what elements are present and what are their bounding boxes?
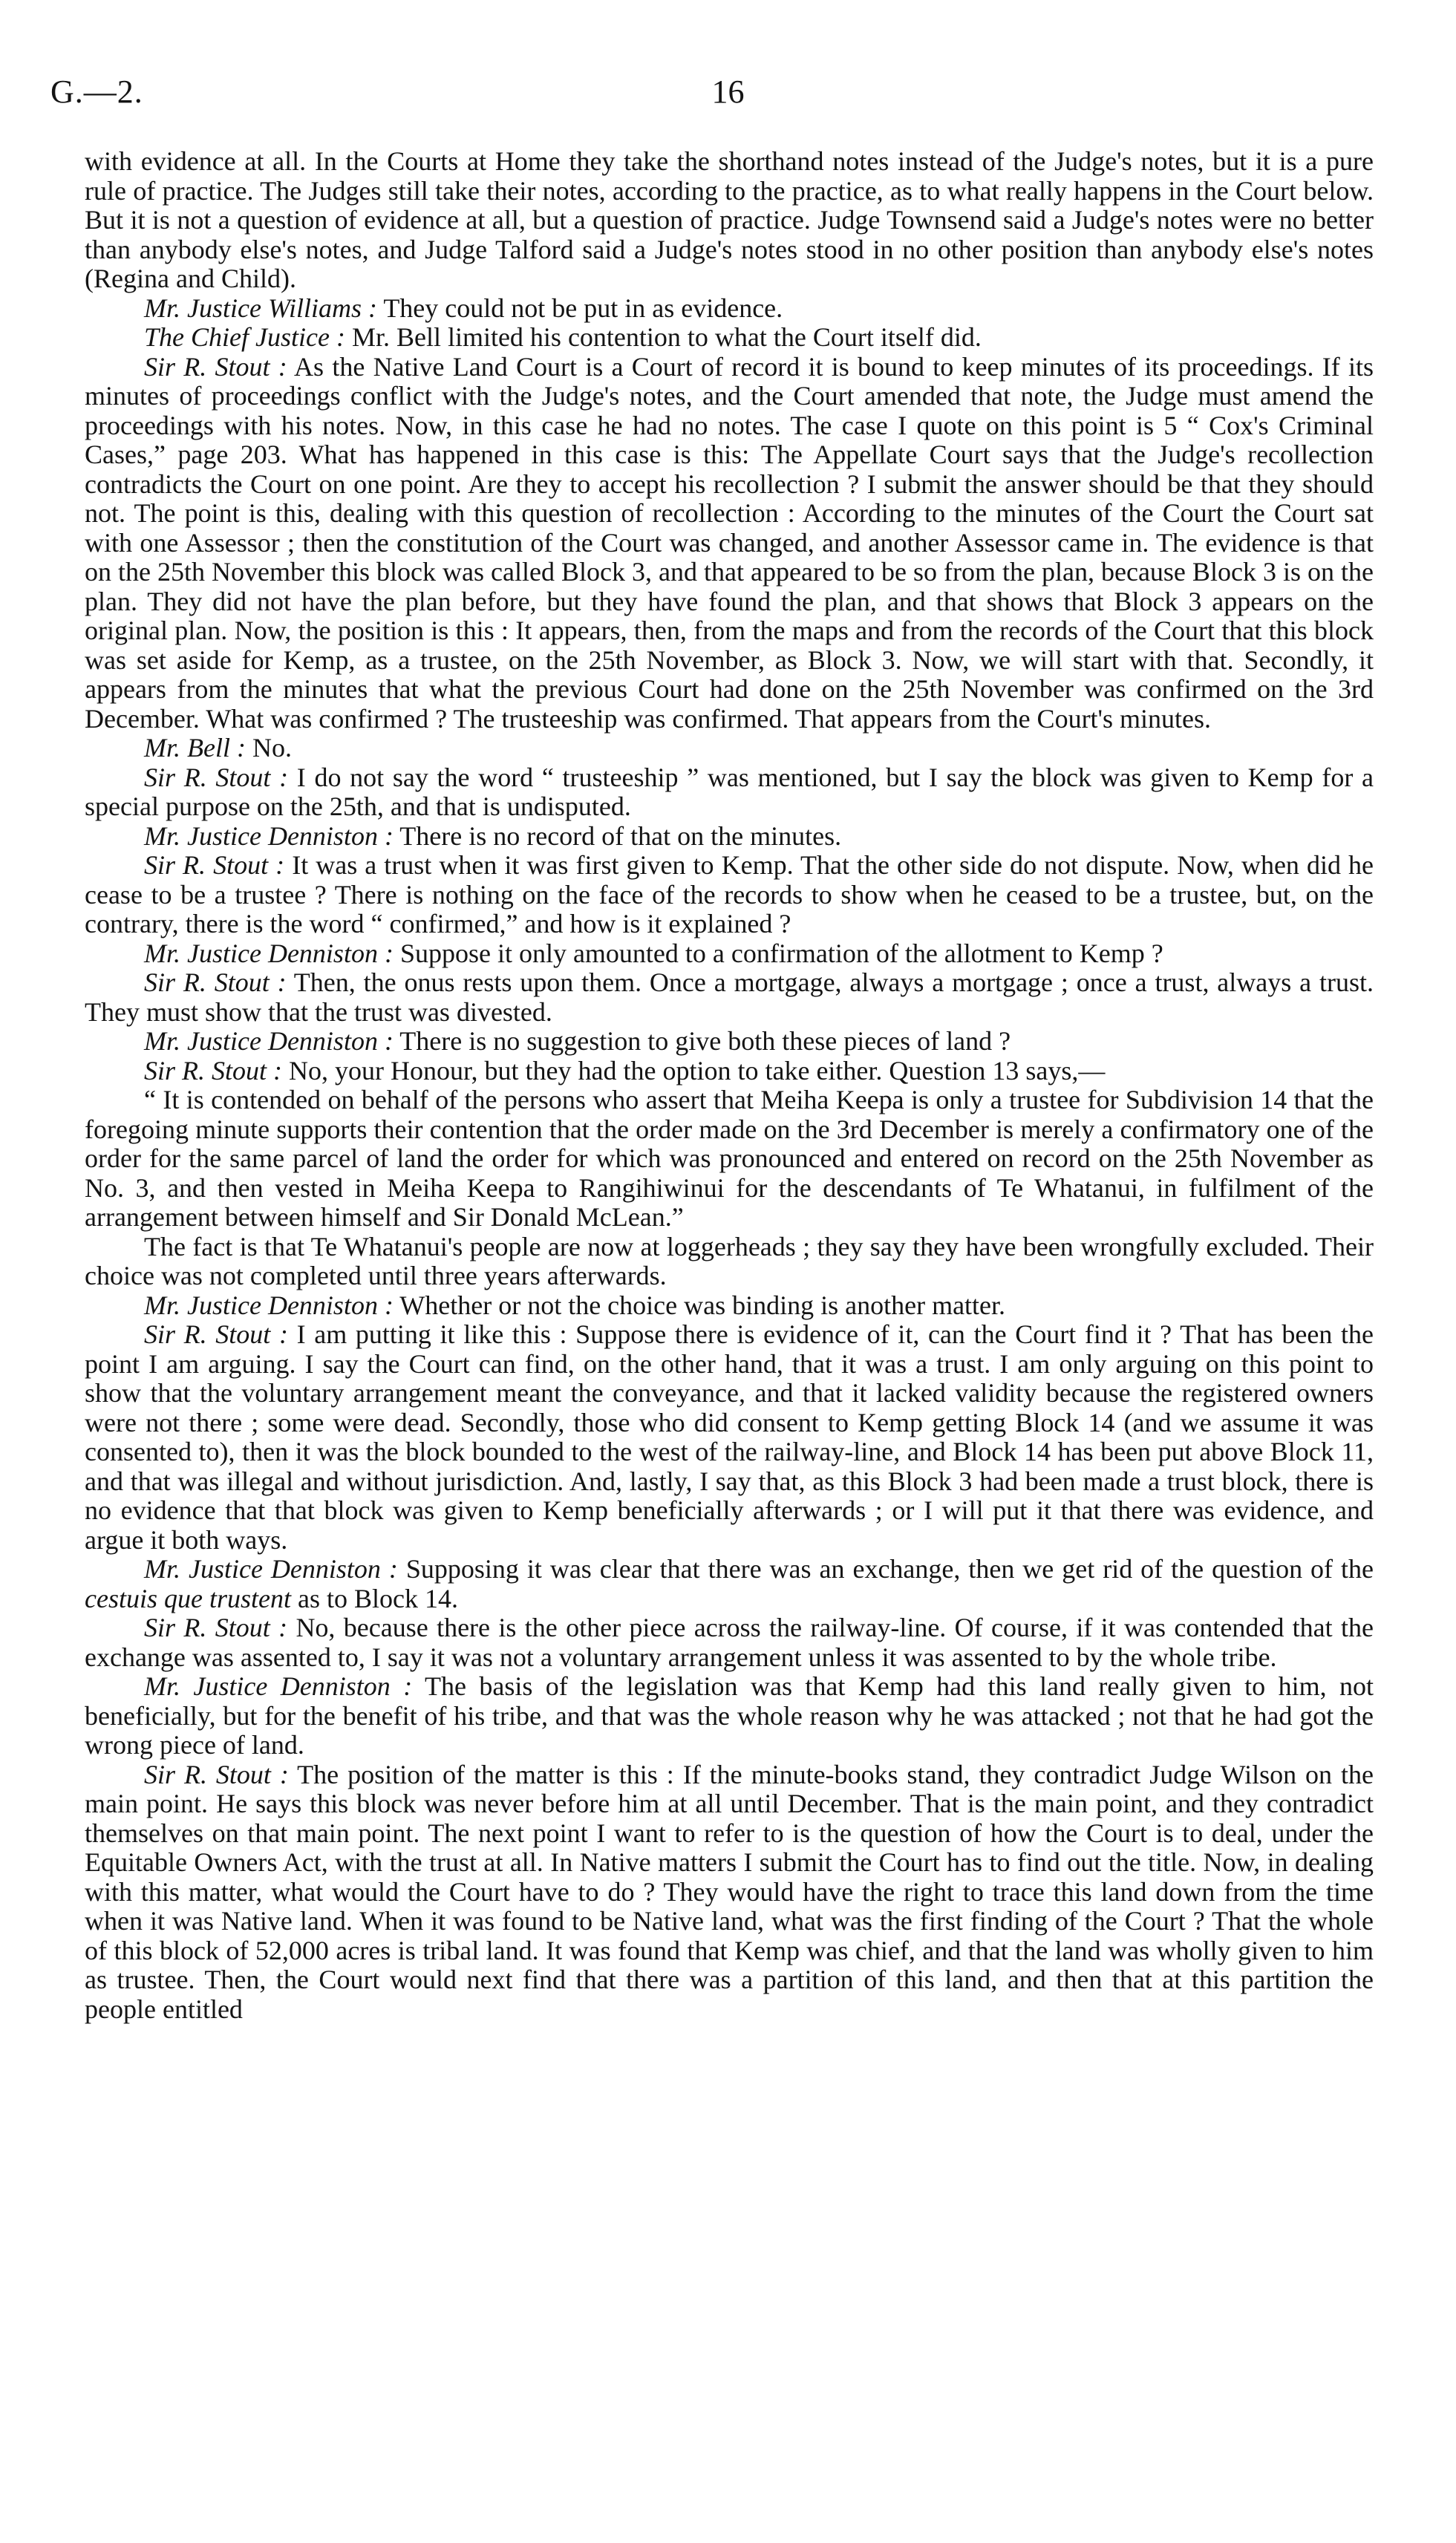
speaker-name: Sir R. Stout : <box>144 850 285 880</box>
speaker-name: The Chief Justice : <box>144 322 345 352</box>
paragraph <box>85 1555 1374 1613</box>
paragraph-text: “ It is contended on behalf of the persons who assert that Meiha Keepa is only a trustee for Subdivision 14 that the foregoing minute supports their contention that the order made on the 3rd December is merely a confirmatory one of the order for the same parcel of land the order for which was pronounced and entered on record on the 25th November as No. 3, and then vested in Meiha Keepa to Rangihiwinui for the descendants of Te Whatanui, in fulfilment of the arrangement between himself and Sir Donald McLean.” <box>85 1085 1374 1232</box>
body-text <box>85 147 1374 2024</box>
speaker-name: Sir R. Stout : <box>144 1759 289 1789</box>
paragraph <box>85 353 1374 734</box>
speaker-name: Mr. Justice Denniston : <box>144 938 394 968</box>
paragraph-text: Then, the onus rests upon them. Once a mortgage, always a mortgage ; once a trust, always a trust. They must show that the trust was divested. <box>85 967 1374 1027</box>
paragraph-text: As the Native Land Court is a Court of record it is bound to keep minutes of its proceedings. If its minutes of proceedings conflict with the Judge's notes, and the Court amended that note, the Judge must amend the proceedings with his notes. Now, in this case he had no notes. The case I quote on this point is 5 “ Cox's Criminal Cases,” page 203. What has happened in this case is this: The Appellate Court says that the Judge's recollection contradicts the Court on one point. Are they to accept his recollection ? I submit the answer should be that they should not. The point is this, dealing with this question of recollection : According to the minutes of the Court the Court sat with one Assessor ; then the constitution of the Court was changed, and another Assessor came in. The evidence is that on the 25th November this block was called Block 3, and that appeared to be so from the plan, because Block 3 is on the plan. They did not have the plan before, but they have found the plan, and that shows that Block 3 appears on the original plan. Now, the position is this : It appears, then, from the maps and from the records of the Court that this block was set aside for Kemp, as a trustee, on the 25th November, as Block 3. Now, we will start with that. Secondly, it appears from the minutes that what the previous Court had done on the 25th November was confirmed on the 3rd December. What was confirmed ? The trusteeship was confirmed. That appears from the Court's minutes. <box>85 351 1374 734</box>
paragraph-text: I am putting it like this : Suppose there is evidence of it, can the Court find it ? That has been the point I am arguing. I say the Court can find, on the other hand, that it was a trust. I am only arguing on this point to show that the voluntary arrangement meant the conveyance, and that it lacked validity because the registered owners were not there ; some were dead. Secondly, those who did consent to Kemp getting Block 14 (and we assume it was consented to), then it was the block bounded to the west of the railway-line, and Block 14 has been put above Block 11, and that was illegal and without jurisdiction. And, lastly, I say that, as this Block 3 had been made a trust block, there is no evidence that that block was given to Kemp beneficially afterwards ; or I will put it that there was evidence, and argue it both ways. <box>85 1319 1374 1555</box>
paragraph <box>85 1027 1374 1057</box>
paragraph <box>85 1057 1374 1086</box>
speaker-name: Mr. Justice Denniston : <box>144 1554 398 1584</box>
paragraph <box>85 968 1374 1027</box>
speaker-name: Mr. Bell : <box>144 733 246 763</box>
speaker-name: Mr. Justice Denniston : <box>144 1671 413 1701</box>
speaker-name: Sir R. Stout : <box>144 762 289 792</box>
speaker-name: Mr. Justice Denniston : <box>144 820 394 851</box>
paragraph <box>85 323 1374 353</box>
paragraph <box>85 1291 1374 1321</box>
paragraph-text: The basis of the legislation was that Kemp had this land really given to him, not beneficially, but for the benefit of his tribe, and that was the whole reason why he was attacked ; not that he had got the wrong piece of land. <box>85 1671 1374 1760</box>
paragraph-text: There is no suggestion to give both these pieces of land ? <box>393 1026 1011 1056</box>
paragraph <box>85 851 1374 939</box>
paragraph <box>85 294 1374 324</box>
paragraph-text: There is no record of that on the minutes. <box>393 820 842 851</box>
speaker-name: Sir R. Stout : <box>144 1613 288 1642</box>
paragraph-text: They could not be put in as evidence. <box>376 293 783 323</box>
paragraph-text: It was a trust when it was first given to Kemp. That the other side do not dispute. Now, when did he cease to be a trustee ? There is nothing on the face of the records to show when he ceased to be a trustee, but, on the contrary, there is the word “ confirmed,” and how is it explained ? <box>85 850 1374 938</box>
paragraph-text: with evidence at all. In the Courts at Home they take the shorthand notes instead of the Judge's notes, but it is a pure rule of practice. The Judges still take their notes, according to the practice, as to what really happens in the Court below. But it is not a question of evidence at all, but a question of practice. Judge Townsend said a Judge's notes were no better than anybody else's notes, and Judge Talford said a Judge's notes stood in no other position than anybody else's notes (Regina and Child). <box>85 146 1374 293</box>
paragraph <box>85 1613 1374 1672</box>
speaker-name: Mr. Justice Denniston : <box>144 1026 394 1056</box>
paragraph-text: No. <box>245 733 292 763</box>
speaker-name: Sir R. Stout : <box>144 967 287 997</box>
paragraph-text: Suppose it only amounted to a confirmation of the allotment to Kemp ? <box>393 938 1163 968</box>
speaker-name: Mr. Justice Denniston : <box>144 1290 394 1320</box>
document-code: G.—2. <box>50 74 143 110</box>
paragraph <box>85 147 1374 294</box>
running-head <box>50 73 1406 117</box>
paragraph-text: Mr. Bell limited his contention to what the Court itself did. <box>345 322 982 352</box>
speaker-name: Sir R. Stout : <box>144 1319 288 1349</box>
paragraph-text: No, your Honour, but they had the option to take either. Question 13 says,— <box>282 1055 1106 1086</box>
paragraph <box>85 1320 1374 1555</box>
quoted-passage <box>85 1086 1374 1233</box>
page-number: 16 <box>711 74 745 110</box>
paragraph <box>85 1672 1374 1760</box>
paragraph-text: The position of the matter is this : If the minute-books stand, they contradict Judge Wilson on the main point. He says this block was never before him at all until December. That is the main point, and they contradict themselves on that main point. The next point I want to refer to is the question of how the Court is to deal, under the Equitable Owners Act, with the trust at all. In Native matters I submit the Court has to find out the title. Now, in dealing with this matter, what would the Court have to do ? They would have the right to trace this land down from the time when it was Native land. When it was found to be Native land, what was the first finding of the Court ? That the whole of this block of 52,000 acres is tribal land. It was found that Kemp was chief, and that the land was wholly given to him as trustee. Then, the Court would next find that there was a partition of this land, and then that at this partition the people entitled <box>85 1759 1374 2024</box>
speaker-name: Mr. Justice Williams : <box>144 293 377 323</box>
paragraph <box>85 734 1374 763</box>
paragraph-text: Whether or not the choice was binding is another matter. <box>393 1290 1006 1320</box>
paragraph <box>85 1760 1374 2025</box>
speaker-name: Sir R. Stout : <box>144 351 287 382</box>
paragraph <box>85 763 1374 822</box>
paragraph <box>85 939 1374 969</box>
paragraph-text: I do not say the word “ trusteeship ” was mentioned, but I say the block was given to Kemp for a special purpose on the 25th, and that is undisputed. <box>85 762 1374 821</box>
paragraph-text: Supposing it was clear that there was an exchange, then we get rid of the question of the cestuis que trustent as to Block 14. <box>85 1554 1374 1613</box>
speaker-name: Sir R. Stout : <box>144 1055 282 1086</box>
paragraph-text: No, because there is the other piece across the railway-line. Of course, if it was contended that the exchange was assented to, I say it was not a voluntary arrangement unless it was assented to by the whole tribe. <box>85 1613 1374 1672</box>
paragraph-text: The fact is that Te Whatanui's people are now at loggerheads ; they say they have been wrongfully excluded. Their choice was not completed until three years afterwards. <box>85 1231 1374 1290</box>
paragraph <box>85 1233 1374 1291</box>
paragraph <box>85 822 1374 852</box>
